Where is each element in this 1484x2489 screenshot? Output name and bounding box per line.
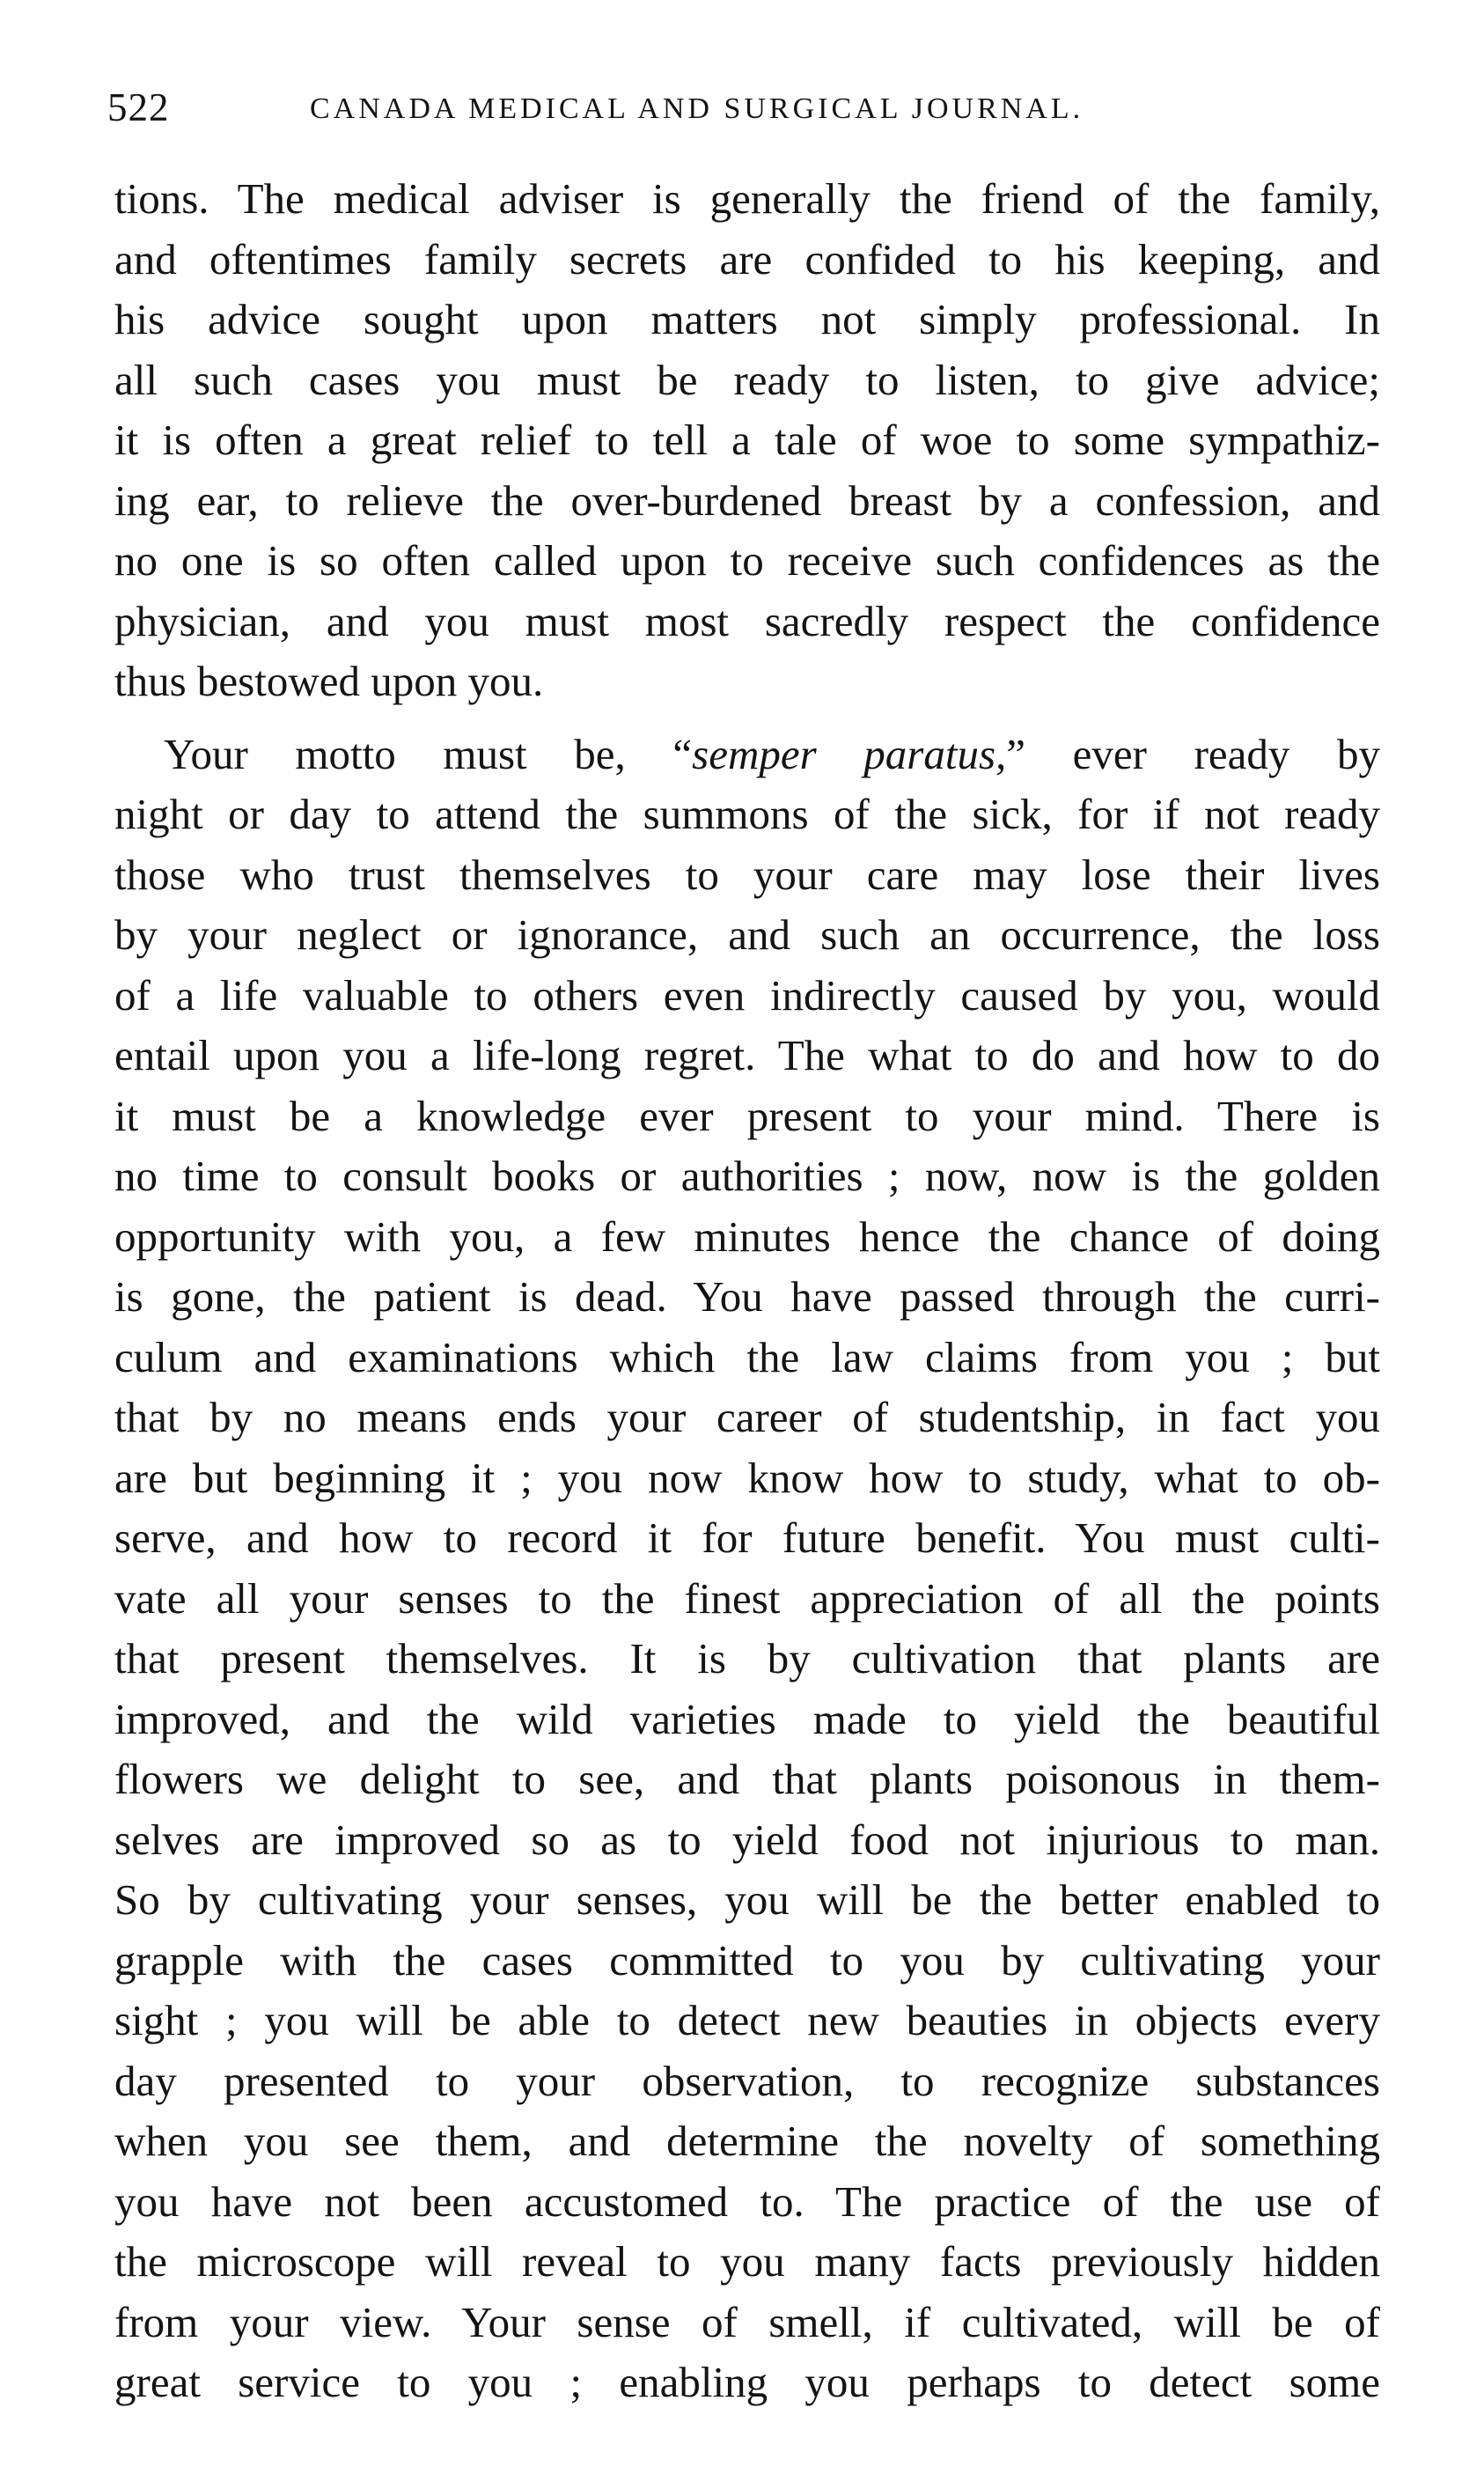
- text-line: entail upon you a life-long regret. The what to do and how to do: [114, 1031, 1380, 1079]
- text-run: ” ever ready by: [1006, 729, 1380, 778]
- text-line: when you see them, and determine the novelty of something: [114, 2117, 1380, 2165]
- paragraph-gap: [114, 712, 1380, 725]
- text-line: that present themselves. It is by cultivation that plants are: [114, 1634, 1380, 1683]
- text-line: of a life valuable to others even indirectly caused by you, would: [114, 970, 1380, 1020]
- text-line: So by cultivating your senses, you will be the better enabled to: [114, 1875, 1380, 1924]
- text-line: selves are improved so as to yield food not injurious to man.: [114, 1815, 1380, 1864]
- text-line: grapple with the cases committed to you by cultivating your: [114, 1935, 1380, 1985]
- text-line: the microscope will reveal to you many facts previously hidden: [114, 2237, 1380, 2286]
- text-line: those who trust themselves to your care may lose their lives: [114, 850, 1380, 899]
- paragraph-1: [114, 169, 1380, 712]
- text-line: culum and examinations which the law claims from you ; but: [114, 1332, 1380, 1381]
- text-line: flowers we delight to see, and that plants poisonous in them-: [114, 1755, 1380, 1803]
- text-line: no time to consult books or authorities ; now, now is the golden: [114, 1152, 1380, 1200]
- text-line: great service to you ; enabling you perhaps to detect some: [114, 2358, 1380, 2406]
- text-line: thus bestowed upon you.: [114, 657, 544, 705]
- text-line: you have not been accustomed to. The practice of the use of: [114, 2176, 1380, 2226]
- text-line: no one is so often called upon to receive such confidences as the: [114, 536, 1380, 585]
- text-line: are but beginning it ; you now know how to study, what to ob-: [114, 1453, 1380, 1502]
- body-text: [114, 169, 1380, 2413]
- text-run: Your motto must be, “: [164, 729, 693, 778]
- text-line: serve, and how to record it for future benefit. You must culti-: [114, 1513, 1380, 1562]
- text-line: all such cases you must be ready to listen, to give advice;: [114, 355, 1380, 404]
- page-number: 522: [107, 85, 170, 129]
- text-line: ing ear, to relieve the over-burdened breast by a confession, and: [114, 475, 1380, 525]
- page-header: [107, 81, 1384, 134]
- text-line: that by no means ends your career of studentship, in fact you: [114, 1393, 1380, 1441]
- text-line: is gone, the patient is dead. You have passed through the curri-: [114, 1272, 1380, 1321]
- text-line: tions. The medical adviser is generally the friend of the family,: [114, 174, 1380, 223]
- text-line: vate all your senses to the finest appreciation of all the points: [114, 1573, 1380, 1623]
- text-line: night or day to attend the summons of the sick, for if not ready: [114, 790, 1380, 838]
- text-line: and oftentimes family secrets are confided to his keeping, and: [114, 234, 1380, 284]
- text-line: from your view. Your sense of smell, if cultivated, will be of: [114, 2297, 1380, 2346]
- text-line: physician, and you must most sacredly respect the confidence: [114, 596, 1380, 645]
- text-line: it must be a knowledge ever present to your mind. There is: [114, 1091, 1380, 1140]
- text-line: by your neglect or ignorance, and such an occurrence, the loss: [114, 910, 1380, 959]
- text-line: day presented to your observation, to recognize substances: [114, 2056, 1380, 2105]
- latin-motto: semper paratus,: [692, 729, 1007, 778]
- text-line: opportunity with you, a few minutes hence the chance of doing: [114, 1211, 1380, 1261]
- text-line: sight ; you will be able to detect new beauties in objects every: [114, 1996, 1380, 2044]
- running-head: CANADA MEDICAL AND SURGICAL JOURNAL.: [310, 92, 1084, 125]
- text-line: improved, and the wild varieties made to yield the beautiful: [114, 1694, 1380, 1743]
- text-line: his advice sought upon matters not simply professional. In: [114, 295, 1380, 343]
- paragraph-2: [114, 725, 1380, 2413]
- text-line: it is often a great relief to tell a tale of woe to some sympathiz-: [114, 416, 1380, 464]
- text-line-first: [114, 725, 1380, 785]
